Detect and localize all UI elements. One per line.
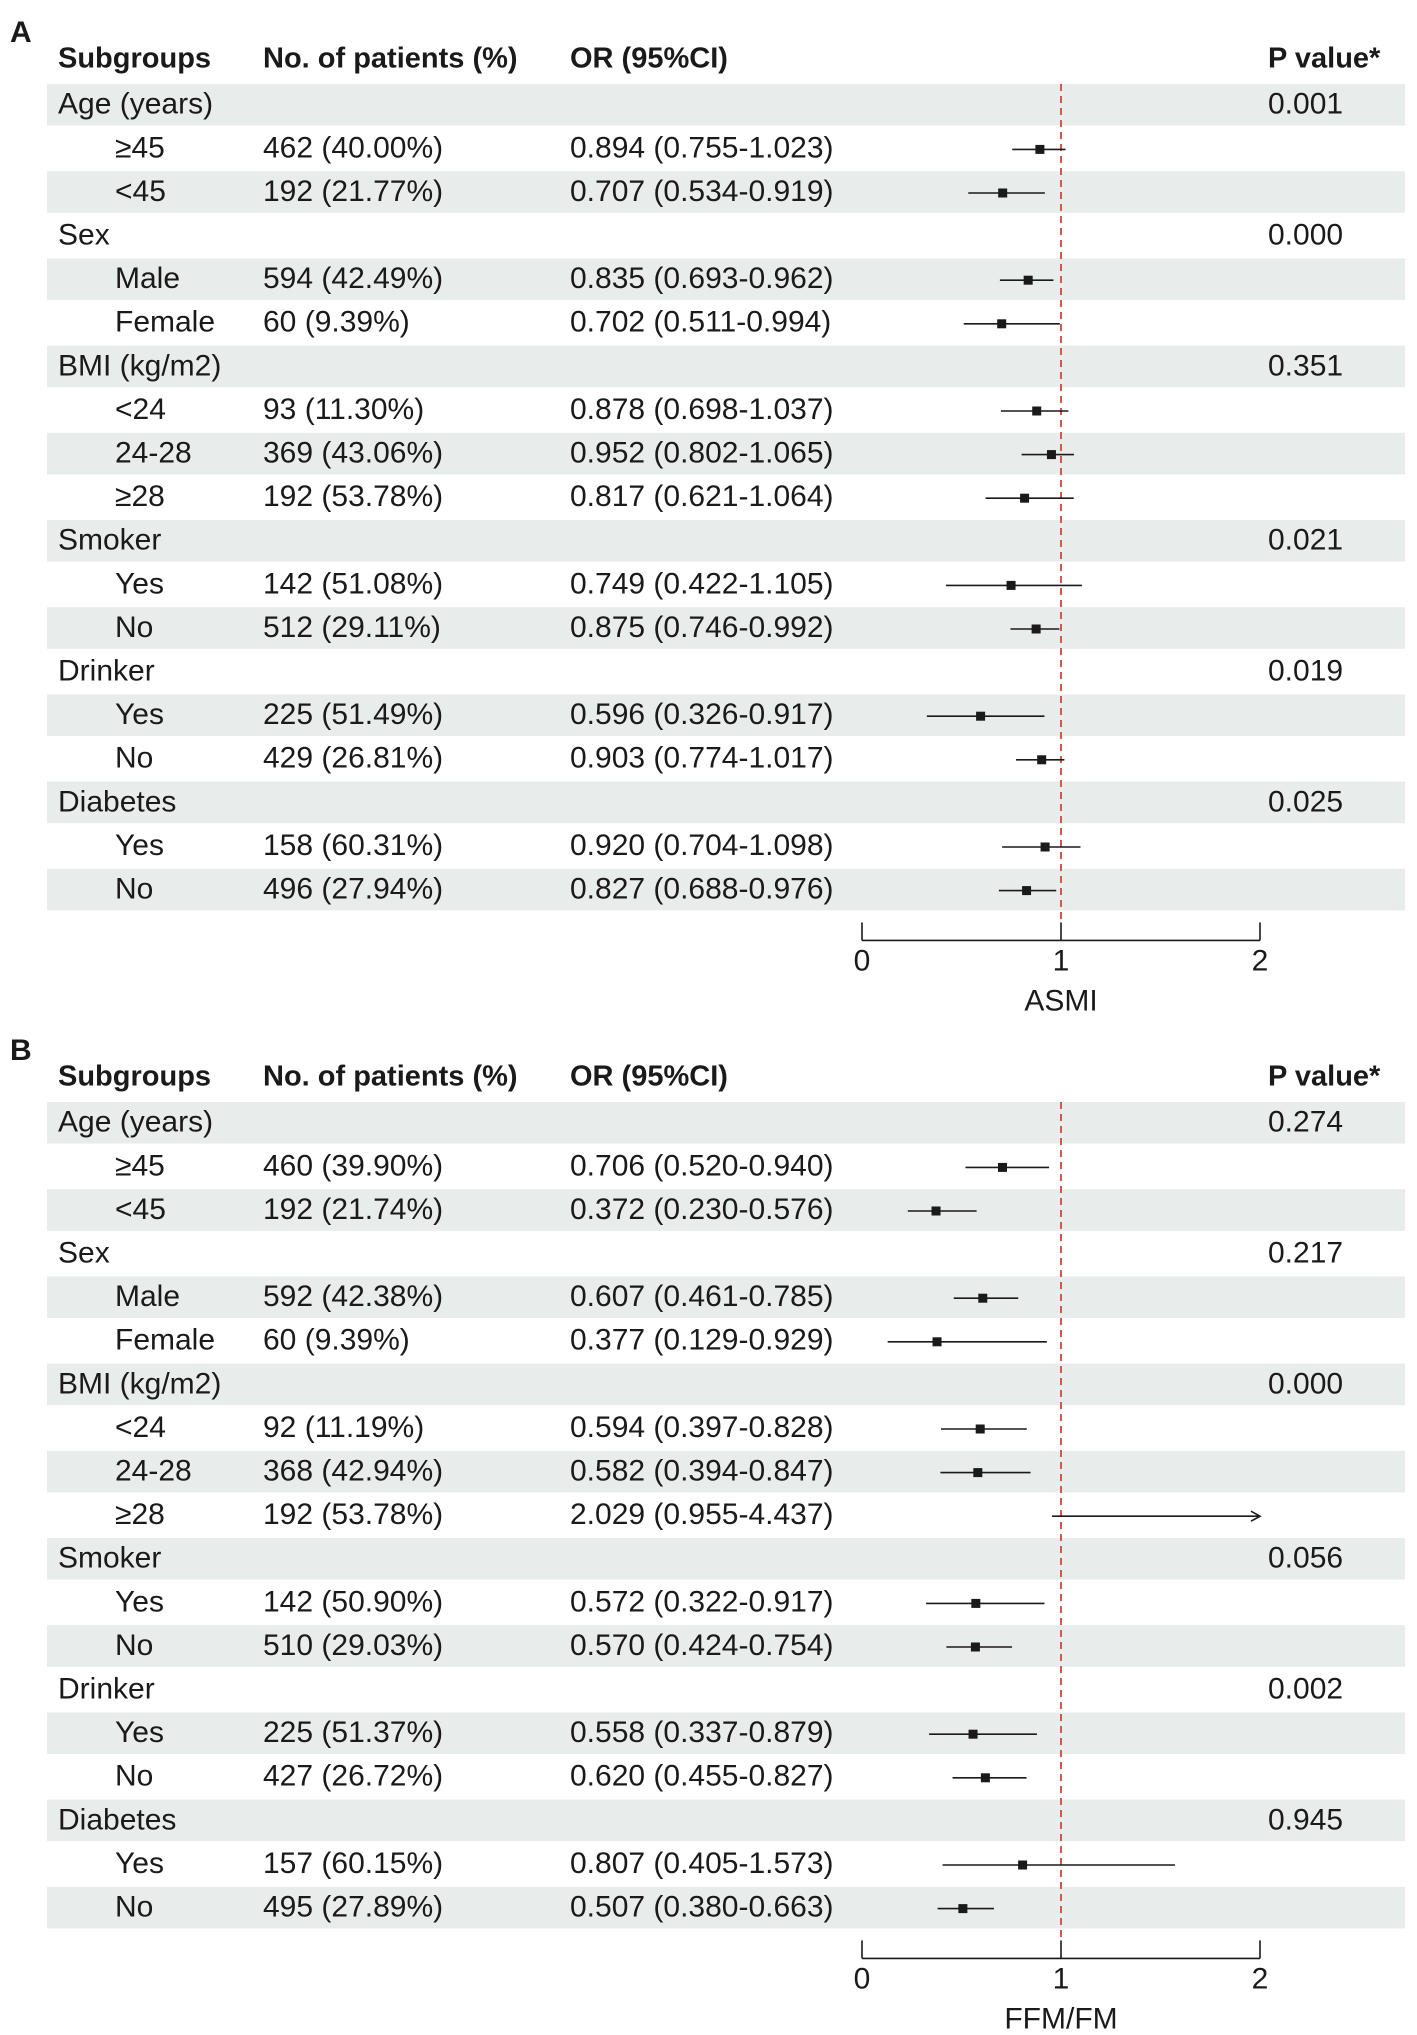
panel-b-group-5-name: Diabetes bbox=[58, 1803, 177, 1837]
panel-b-g4-r0-or: 0.558 (0.337-0.879) bbox=[570, 1716, 834, 1750]
panel-a-g2-r2-or: 0.817 (0.621-1.064) bbox=[570, 480, 834, 514]
panel-a-g3-r1-label: No bbox=[115, 610, 154, 644]
panel-b-row-band bbox=[47, 1800, 1405, 1842]
panel-a-g2-r0-patients: 93 (11.30%) bbox=[263, 392, 425, 426]
panel-a-header-or: OR (95%CI) bbox=[570, 42, 728, 75]
panel-a-g5-r0-label: Yes bbox=[115, 828, 164, 862]
panel-b-row-band bbox=[47, 1102, 1405, 1144]
panel-a-g1-r0-point bbox=[1024, 276, 1033, 285]
panel-b-g3-r0-or: 0.572 (0.322-0.917) bbox=[570, 1585, 834, 1619]
panel-a-g0-r1-point bbox=[998, 189, 1007, 198]
panel-a-g2-r2-patients: 192 (53.78%) bbox=[263, 480, 444, 514]
panel-b-g3-r0-point bbox=[971, 1599, 980, 1608]
panel-b-g1-r0-point bbox=[978, 1294, 987, 1303]
panel-a-group-4-name: Drinker bbox=[58, 654, 155, 688]
panel-b-g2-r0-patients: 92 (11.19%) bbox=[263, 1410, 425, 1444]
panel-a-group-0-pvalue: 0.001 bbox=[1268, 87, 1344, 121]
panel-b-g3-r1-point bbox=[971, 1643, 980, 1652]
panel-b-g3-r0-patients: 142 (50.90%) bbox=[263, 1585, 444, 1619]
panel-a-x-tick-label-1: 1 bbox=[1052, 944, 1070, 978]
panel-a-g4-r0-or: 0.596 (0.326-0.917) bbox=[570, 698, 834, 732]
panel-b-group-1-name: Sex bbox=[58, 1236, 110, 1270]
panel-b-header-or: OR (95%CI) bbox=[570, 1060, 728, 1093]
panel-a-header-pvalue: P value* bbox=[1268, 42, 1381, 75]
panel-a-g3-r0-point bbox=[1007, 581, 1016, 590]
panel-a-group-4-pvalue: 0.019 bbox=[1268, 654, 1344, 688]
panel-a-g4-r0-point bbox=[976, 712, 985, 721]
panel-a-x-axis-label: ASMI bbox=[1024, 984, 1098, 1017]
panel-a-g4-r0-label: Yes bbox=[115, 698, 164, 732]
panel-b-g0-r1-or: 0.372 (0.230-0.576) bbox=[570, 1192, 834, 1226]
panel-b-group-2-pvalue: 0.000 bbox=[1268, 1367, 1344, 1401]
panel-a-g0-r0-or: 0.894 (0.755-1.023) bbox=[570, 131, 834, 165]
panel-b-g0-r0-point bbox=[998, 1163, 1007, 1172]
panel-b-g1-r0-or: 0.607 (0.461-0.785) bbox=[570, 1280, 834, 1314]
panel-b-g3-r1-label: No bbox=[115, 1628, 154, 1662]
panel-b-x-axis-label: FFM/FM bbox=[1004, 2002, 1118, 2035]
panel-b-x-tick-label-2: 2 bbox=[1251, 1962, 1269, 1996]
panel-b-group-3-pvalue: 0.056 bbox=[1268, 1541, 1344, 1575]
panel-b-header-patients: No. of patients (%) bbox=[263, 1060, 518, 1093]
panel-a-g1-r1-point bbox=[997, 319, 1006, 328]
panel-a-g0-r0-point bbox=[1035, 145, 1044, 154]
forest-plot-b bbox=[0, 1018, 1417, 2035]
panel-a-group-3-pvalue: 0.021 bbox=[1268, 523, 1344, 557]
panel-b-g1-r0-label: Male bbox=[115, 1280, 181, 1314]
panel-b-g0-r0-or: 0.706 (0.520-0.940) bbox=[570, 1149, 834, 1183]
panel-b-header-subgroups: Subgroups bbox=[58, 1060, 212, 1093]
panel-b-g1-r1-label: Female bbox=[115, 1323, 216, 1357]
panel-a-g2-r2-label: ≥28 bbox=[115, 480, 165, 514]
panel-a-g0-r0-label: ≥45 bbox=[115, 131, 165, 165]
panel-b-g3-r0-label: Yes bbox=[115, 1585, 164, 1619]
panel-b-g1-r1-patients: 60 (9.39%) bbox=[263, 1323, 410, 1357]
panel-b-g1-r0-patients: 592 (42.38%) bbox=[263, 1280, 444, 1314]
panel-b-x-tick-label-1: 1 bbox=[1052, 1962, 1070, 1996]
panel-a-group-3-name: Smoker bbox=[58, 523, 162, 557]
panel-b-group-0-pvalue: 0.274 bbox=[1268, 1105, 1344, 1139]
panel-b-g5-r0-or: 0.807 (0.405-1.573) bbox=[570, 1846, 834, 1880]
panel-b-g4-r0-point bbox=[969, 1730, 978, 1739]
panel-b-row-band bbox=[47, 1538, 1405, 1580]
panel-a-row-band bbox=[47, 520, 1405, 562]
panel-a-x-tick-label-0: 0 bbox=[853, 944, 871, 978]
panel-a-g3-r0-label: Yes bbox=[115, 567, 164, 601]
panel-a-x-tick-label-2: 2 bbox=[1251, 944, 1269, 978]
panel-b-g0-r1-point bbox=[932, 1207, 941, 1216]
panel-b-group-1-pvalue: 0.217 bbox=[1268, 1236, 1344, 1270]
panel-a-g5-r0-patients: 158 (60.31%) bbox=[263, 828, 444, 862]
panel-a-g5-r0-or: 0.920 (0.704-1.098) bbox=[570, 828, 834, 862]
panel-b-g0-r0-patients: 460 (39.90%) bbox=[263, 1149, 444, 1183]
panel-b-group-4-name: Drinker bbox=[58, 1672, 155, 1706]
panel-a-g4-r0-patients: 225 (51.49%) bbox=[263, 698, 444, 732]
panel-b-g0-r1-label: <45 bbox=[115, 1192, 166, 1226]
panel-a-g4-r1-point bbox=[1037, 755, 1046, 764]
forest-panel-b bbox=[0, 1018, 1417, 2035]
panel-a-label: A bbox=[10, 15, 32, 49]
panel-a-g4-r1-patients: 429 (26.81%) bbox=[263, 741, 444, 775]
panel-a-group-1-pvalue: 0.000 bbox=[1268, 218, 1344, 252]
panel-b-g4-r1-label: No bbox=[115, 1759, 154, 1793]
panel-a-g1-r0-or: 0.835 (0.693-0.962) bbox=[570, 262, 834, 296]
panel-b-g2-r0-point bbox=[976, 1425, 985, 1434]
panel-a-g1-r1-label: Female bbox=[115, 305, 216, 339]
panel-a-g5-r1-label: No bbox=[115, 872, 154, 906]
panel-a-g0-r1-or: 0.707 (0.534-0.919) bbox=[570, 174, 834, 208]
panel-a-g1-r0-label: Male bbox=[115, 262, 181, 296]
panel-a-g3-r0-patients: 142 (51.08%) bbox=[263, 567, 444, 601]
panel-b-label: B bbox=[10, 1033, 32, 1067]
panel-b-g2-r2-label: ≥28 bbox=[115, 1498, 165, 1532]
panel-b-g2-r0-or: 0.594 (0.397-0.828) bbox=[570, 1410, 834, 1444]
panel-b-g0-r1-patients: 192 (21.74%) bbox=[263, 1192, 444, 1226]
panel-a-group-2-name: BMI (kg/m2) bbox=[58, 349, 222, 383]
panel-b-g4-r1-patients: 427 (26.72%) bbox=[263, 1759, 444, 1793]
panel-a-g2-r2-point bbox=[1020, 494, 1029, 503]
panel-b-group-4-pvalue: 0.002 bbox=[1268, 1672, 1344, 1706]
panel-b-g3-r1-or: 0.570 (0.424-0.754) bbox=[570, 1628, 834, 1662]
panel-b-g4-r0-patients: 225 (51.37%) bbox=[263, 1716, 444, 1750]
panel-a-g2-r0-or: 0.878 (0.698-1.037) bbox=[570, 392, 834, 426]
panel-a-header-patients: No. of patients (%) bbox=[263, 42, 518, 75]
panel-a-row-band bbox=[47, 782, 1405, 824]
panel-b-g2-r1-patients: 368 (42.94%) bbox=[263, 1454, 444, 1488]
panel-b-g5-r1-or: 0.507 (0.380-0.663) bbox=[570, 1890, 834, 1924]
panel-a-g3-r1-patients: 512 (29.11%) bbox=[263, 610, 441, 644]
panel-b-g5-r1-point bbox=[958, 1904, 967, 1913]
panel-b-header-pvalue: P value* bbox=[1268, 1060, 1381, 1093]
panel-b-g1-r1-point bbox=[933, 1337, 942, 1346]
panel-a-g1-r1-or: 0.702 (0.511-0.994) bbox=[570, 305, 832, 339]
panel-b-g2-r1-or: 0.582 (0.394-0.847) bbox=[570, 1454, 834, 1488]
panel-a-g5-r0-point bbox=[1041, 843, 1050, 852]
panel-a-g2-r0-point bbox=[1032, 407, 1041, 416]
panel-a-g5-r1-point bbox=[1022, 886, 1031, 895]
panel-a-g4-r1-or: 0.903 (0.774-1.017) bbox=[570, 741, 834, 775]
panel-b-g2-r1-label: 24-28 bbox=[115, 1454, 192, 1488]
panel-a-g1-r0-patients: 594 (42.49%) bbox=[263, 262, 444, 296]
panel-a-g5-r1-patients: 496 (27.94%) bbox=[263, 872, 444, 906]
panel-a-g2-r1-label: 24-28 bbox=[115, 436, 192, 470]
panel-b-g4-r0-label: Yes bbox=[115, 1716, 164, 1750]
panel-a-g2-r1-or: 0.952 (0.802-1.065) bbox=[570, 436, 834, 470]
panel-b-row-band bbox=[47, 1364, 1405, 1406]
panel-a-g2-r1-patients: 369 (43.06%) bbox=[263, 436, 444, 470]
panel-a-g0-r0-patients: 462 (40.00%) bbox=[263, 131, 444, 165]
panel-b-g4-r1-or: 0.620 (0.455-0.827) bbox=[570, 1759, 834, 1793]
panel-b-g2-r2-patients: 192 (53.78%) bbox=[263, 1498, 444, 1532]
panel-a-group-1-name: Sex bbox=[58, 218, 110, 252]
panel-a-row-band bbox=[47, 84, 1405, 126]
panel-a-g2-r0-label: <24 bbox=[115, 392, 166, 426]
panel-a-g5-r1-or: 0.827 (0.688-0.976) bbox=[570, 872, 834, 906]
panel-a-group-0-name: Age (years) bbox=[58, 87, 214, 121]
panel-a-g1-r1-patients: 60 (9.39%) bbox=[263, 305, 410, 339]
panel-a-group-5-name: Diabetes bbox=[58, 785, 177, 819]
panel-b-g5-r1-label: No bbox=[115, 1890, 154, 1924]
panel-b-g5-r0-label: Yes bbox=[115, 1846, 164, 1880]
panel-b-group-0-name: Age (years) bbox=[58, 1105, 214, 1139]
panel-a-g3-r1-point bbox=[1032, 625, 1041, 634]
panel-b-g1-r1-or: 0.377 (0.129-0.929) bbox=[570, 1323, 834, 1357]
panel-b-g5-r1-patients: 495 (27.89%) bbox=[263, 1890, 444, 1924]
panel-b-g4-r1-point bbox=[981, 1773, 990, 1782]
panel-a-g4-r1-label: No bbox=[115, 741, 154, 775]
panel-b-g2-r2-or: 2.029 (0.955-4.437) bbox=[570, 1498, 834, 1532]
panel-a-row-band bbox=[47, 346, 1405, 388]
panel-b-g2-r1-point bbox=[973, 1468, 982, 1477]
panel-a-g0-r1-patients: 192 (21.77%) bbox=[263, 174, 444, 208]
panel-b-x-tick-label-0: 0 bbox=[853, 1962, 871, 1996]
panel-b-g5-r0-point bbox=[1018, 1861, 1027, 1870]
panel-a-g0-r1-label: <45 bbox=[115, 174, 166, 208]
panel-b-g0-r0-label: ≥45 bbox=[115, 1149, 165, 1183]
panel-b-group-3-name: Smoker bbox=[58, 1541, 162, 1575]
forest-panel-a bbox=[0, 0, 1417, 1017]
panel-a-group-5-pvalue: 0.025 bbox=[1268, 785, 1344, 819]
forest-plot-a bbox=[0, 0, 1417, 1017]
panel-a-g3-r1-or: 0.875 (0.746-0.992) bbox=[570, 610, 834, 644]
panel-b-g3-r1-patients: 510 (29.03%) bbox=[263, 1628, 444, 1662]
panel-a-g2-r1-point bbox=[1047, 450, 1056, 459]
panel-b-group-5-pvalue: 0.945 bbox=[1268, 1803, 1344, 1837]
panel-b-g2-r0-label: <24 bbox=[115, 1410, 166, 1444]
panel-a-header-subgroups: Subgroups bbox=[58, 42, 212, 75]
panel-a-g3-r0-or: 0.749 (0.422-1.105) bbox=[570, 567, 834, 601]
panel-a-group-2-pvalue: 0.351 bbox=[1268, 349, 1344, 383]
panel-b-group-2-name: BMI (kg/m2) bbox=[58, 1367, 222, 1401]
panel-b-g5-r0-patients: 157 (60.15%) bbox=[263, 1846, 444, 1880]
